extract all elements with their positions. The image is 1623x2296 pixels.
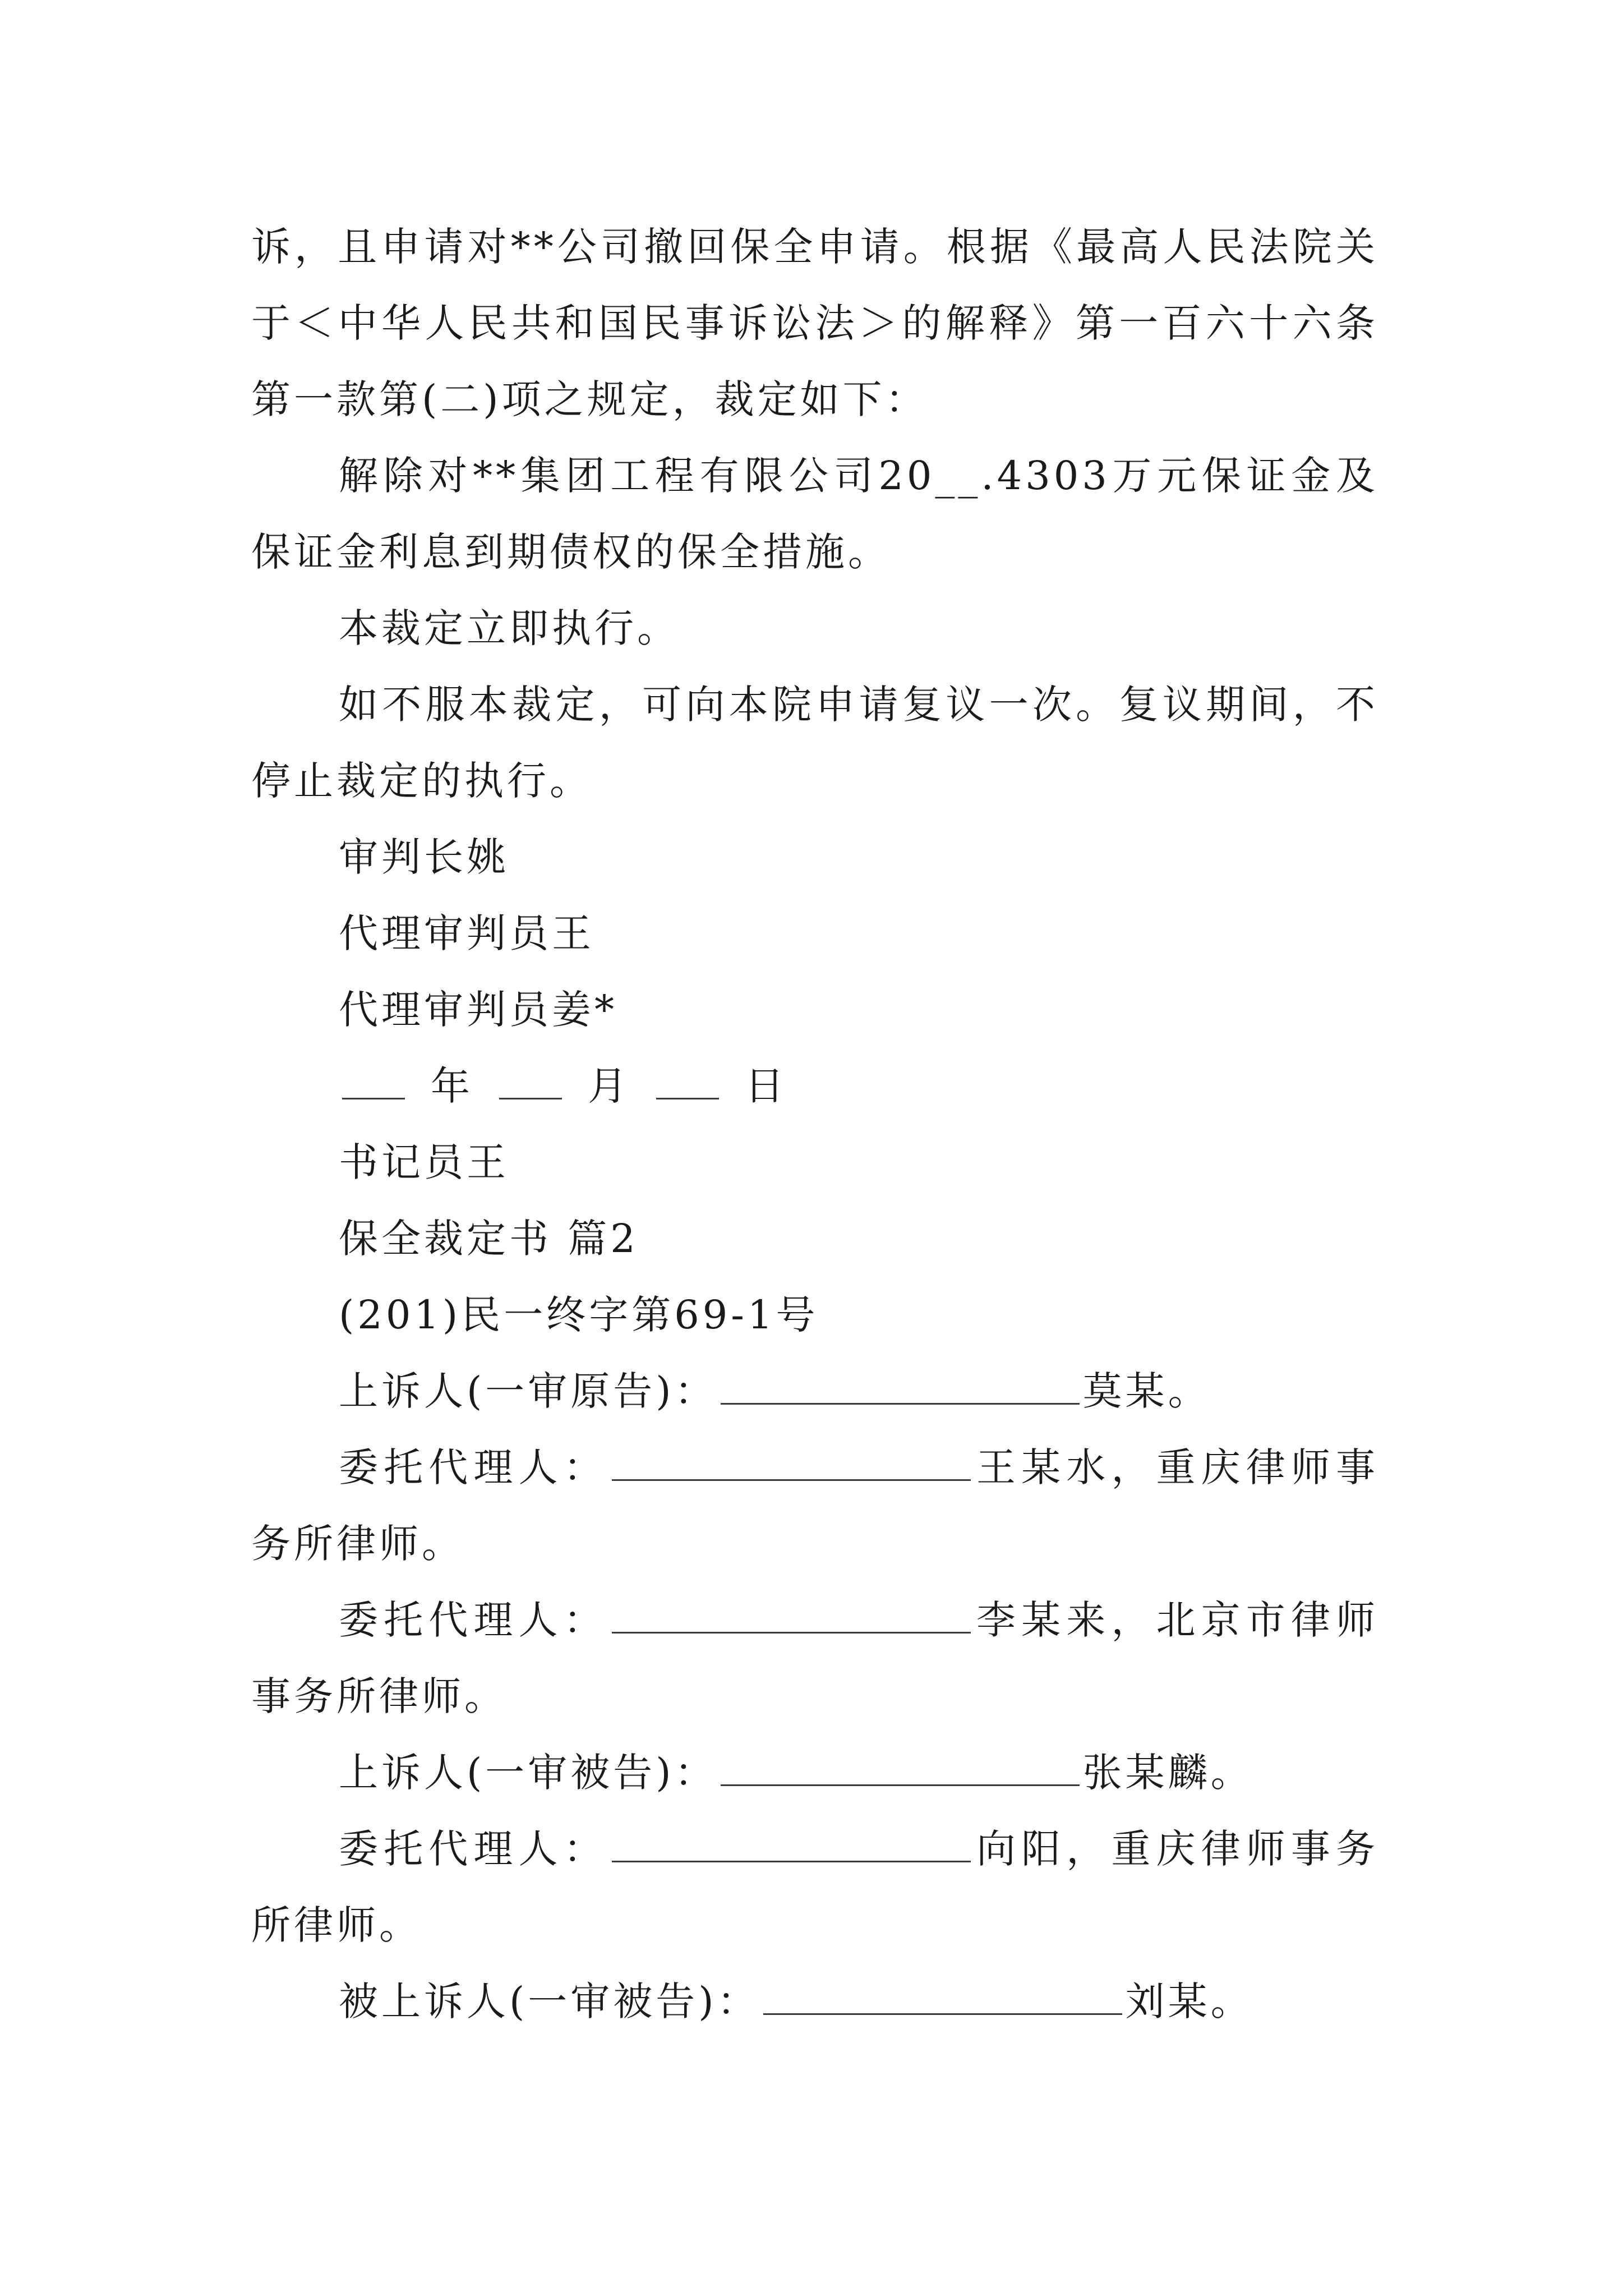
paragraph-ruling-item: 解除对**集团工程有限公司20__.4303万元保证金及保证金利息到期债权的保全措施。 — [251, 453, 1378, 575]
section-title: 保全裁定书 篇2 — [339, 1216, 639, 1262]
party-value: 莫某。 — [1082, 1368, 1211, 1414]
fill-blank — [612, 1597, 971, 1634]
agent-label: 委托代理人： — [339, 1826, 608, 1872]
agent-1 — [251, 1429, 1378, 1582]
year-blank — [342, 1063, 405, 1099]
case-number: (201)民一终字第69-1号 — [339, 1292, 819, 1338]
party-label: 被上诉人(一审被告)： — [339, 1978, 760, 2024]
party-label: 上诉人(一审被告)： — [339, 1750, 717, 1796]
date-line — [251, 1048, 1378, 1124]
party-value: 刘某。 — [1125, 1978, 1253, 2024]
agent-value: 王某水，重庆律师事务所律师。 — [251, 1444, 1379, 1567]
day-label: 日 — [745, 1063, 787, 1109]
month-label: 月 — [588, 1063, 630, 1109]
document-body — [251, 209, 1378, 2040]
presiding-judge-line: 审判长姚 — [339, 834, 509, 880]
party-value: 张某麟。 — [1082, 1750, 1253, 1796]
paragraph-immediate-execution: 本裁定立即执行。 — [339, 605, 680, 651]
acting-judge-line-2: 代理审判员姜* — [339, 987, 617, 1033]
agent-value: 李某来，北京市律师事务所律师。 — [251, 1597, 1379, 1719]
fill-blank — [612, 1826, 971, 1862]
agent-label: 委托代理人： — [339, 1597, 608, 1643]
fill-blank — [721, 1368, 1080, 1405]
paragraph-ruling-basis: 诉，且申请对**公司撤回保全申请。根据《最高人民法院关于＜中华人民共和国民事诉讼法＞的解释》第一百六十六条第一款第(二)项之规定，裁定如下： — [251, 224, 1378, 422]
year-label: 年 — [431, 1063, 473, 1109]
acting-judge-line-1: 代理审判员王 — [339, 910, 594, 956]
party-label: 上诉人(一审原告)： — [339, 1368, 717, 1414]
agent-2 — [251, 1582, 1378, 1734]
party-appellant-2 — [251, 1734, 1378, 1811]
fill-blank — [763, 1978, 1122, 2015]
fill-blank — [612, 1444, 971, 1481]
fill-blank — [721, 1750, 1080, 1786]
agent-value: 向阳，重庆律师事务所律师。 — [251, 1826, 1379, 1948]
paragraph-reconsideration: 如不服本裁定，可向本院申请复议一次。复议期间，不停止裁定的执行。 — [251, 682, 1378, 804]
party-appellee — [251, 1963, 1378, 2040]
clerk-line: 书记员王 — [339, 1139, 509, 1185]
agent-3 — [251, 1811, 1378, 1963]
month-blank — [499, 1063, 562, 1099]
party-appellant-1 — [251, 1353, 1378, 1429]
day-blank — [656, 1063, 719, 1099]
agent-label: 委托代理人： — [339, 1444, 608, 1490]
